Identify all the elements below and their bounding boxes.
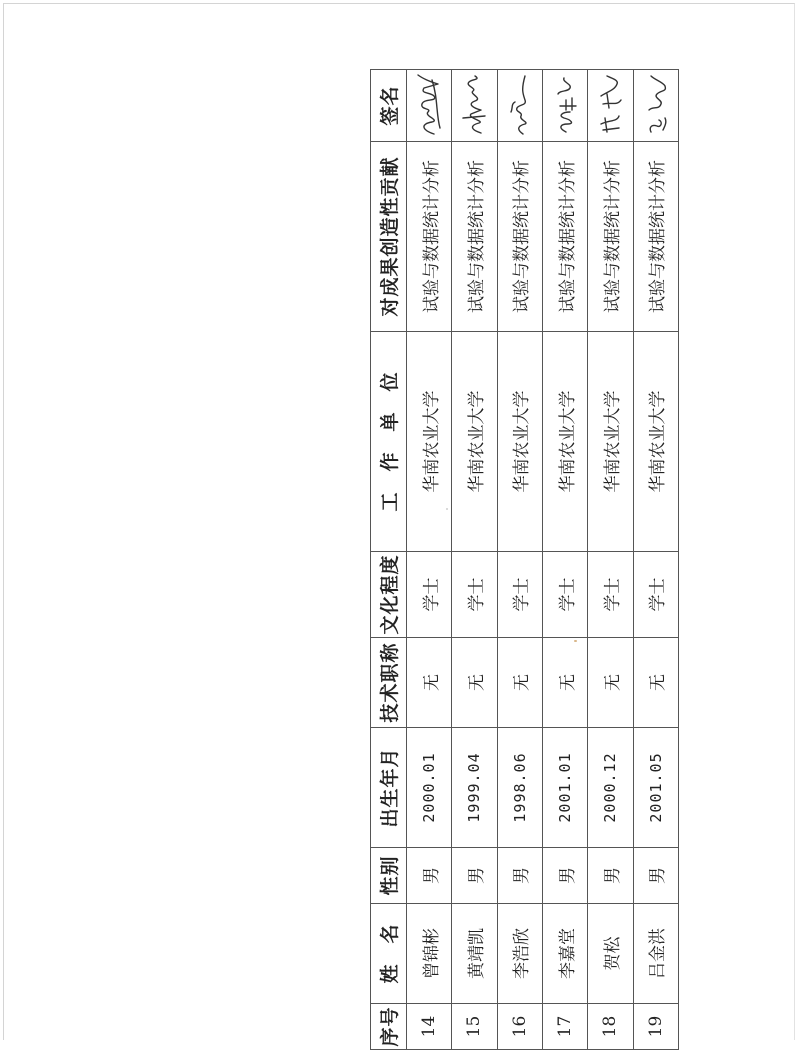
cell-sex: 男 — [452, 848, 497, 904]
cell-birth: 1998.06 — [497, 728, 542, 848]
cell-no: 17 — [542, 1004, 587, 1050]
cell-unit: 华南农业大学 — [588, 332, 633, 552]
cell-signature — [633, 70, 678, 142]
cell-education: 学士 — [452, 552, 497, 638]
cell-name: 李浩欣 — [497, 904, 542, 1004]
table-row — [452, 70, 497, 1050]
cell-contribution: 试验与数据统计分析 — [452, 142, 497, 332]
cell-no: 15 — [452, 1004, 497, 1050]
cell-birth: 2001.01 — [542, 728, 587, 848]
cell-sex: 男 — [633, 848, 678, 904]
contributors-table-wrapper — [61, 70, 669, 1050]
handwritten-signature-image — [412, 73, 446, 139]
cell-name: 曾锦彬 — [407, 904, 452, 1004]
header-contribution: 对成果创造性贡献 — [371, 142, 407, 332]
cell-unit: 华南农业大学 — [497, 332, 542, 552]
header-education: 文化程度 — [371, 552, 407, 638]
cell-contribution: 试验与数据统计分析 — [633, 142, 678, 332]
cell-education: 学士 — [542, 552, 587, 638]
cell-name: 贺松 — [588, 904, 633, 1004]
cell-contribution: 试验与数据统计分析 — [542, 142, 587, 332]
cell-contribution: 试验与数据统计分析 — [588, 142, 633, 332]
cell-no: 14 — [407, 1004, 452, 1050]
table-row — [633, 70, 678, 1050]
cell-sex: 男 — [588, 848, 633, 904]
cell-title: 无 — [452, 638, 497, 728]
header-name: 姓 名 — [371, 904, 407, 1004]
cell-title: 无 — [542, 638, 587, 728]
cell-birth: 1999.04 — [452, 728, 497, 848]
cell-sex: 男 — [542, 848, 587, 904]
handwritten-signature-image — [639, 73, 673, 139]
cell-contribution: 试验与数据统计分析 — [407, 142, 452, 332]
cell-title: 无 — [407, 638, 452, 728]
header-birth: 出生年月 — [371, 728, 407, 848]
header-sex: 性别 — [371, 848, 407, 904]
cell-signature — [542, 70, 587, 142]
cell-sex: 男 — [407, 848, 452, 904]
cell-birth: 2000.12 — [588, 728, 633, 848]
header-unit: 工 作 单 位 — [371, 332, 407, 552]
cell-education: 学士 — [497, 552, 542, 638]
cell-title: 无 — [497, 638, 542, 728]
table-header-row — [371, 70, 407, 1050]
cell-unit: 华南农业大学 — [452, 332, 497, 552]
rotated-table-container — [370, 70, 679, 1050]
contributors-table — [370, 69, 679, 1050]
cell-no: 16 — [497, 1004, 542, 1050]
cell-name: 李嘉堂 — [542, 904, 587, 1004]
cell-signature — [497, 70, 542, 142]
cell-education: 学士 — [588, 552, 633, 638]
cell-contribution: 试验与数据统计分析 — [497, 142, 542, 332]
cell-education: 学士 — [633, 552, 678, 638]
cell-signature — [588, 70, 633, 142]
cell-unit: 华南农业大学 — [407, 332, 452, 552]
handwritten-signature-image — [593, 73, 627, 139]
cell-birth: 2001.05 — [633, 728, 678, 848]
header-title: 技术职称 — [371, 638, 407, 728]
cell-unit: 华南农业大学 — [633, 332, 678, 552]
cell-no: 19 — [633, 1004, 678, 1050]
table-row — [407, 70, 452, 1050]
cell-birth: 2000.01 — [407, 728, 452, 848]
cell-education: 学士 — [407, 552, 452, 638]
handwritten-signature-image — [457, 73, 491, 139]
cell-sex: 男 — [497, 848, 542, 904]
cell-title: 无 — [588, 638, 633, 728]
cell-signature — [407, 70, 452, 142]
cell-no: 18 — [588, 1004, 633, 1050]
table-row — [542, 70, 587, 1050]
header-signature: 签名 — [371, 70, 407, 142]
cell-signature — [452, 70, 497, 142]
handwritten-signature-image — [503, 73, 537, 139]
header-no: 序号 — [371, 1004, 407, 1050]
table-row — [588, 70, 633, 1050]
cell-name: 黄靖凯 — [452, 904, 497, 1004]
cell-name: 吕金洪 — [633, 904, 678, 1004]
handwritten-signature-image — [548, 73, 582, 139]
cell-title: 无 — [633, 638, 678, 728]
table-row — [497, 70, 542, 1050]
cell-unit: 华南农业大学 — [542, 332, 587, 552]
